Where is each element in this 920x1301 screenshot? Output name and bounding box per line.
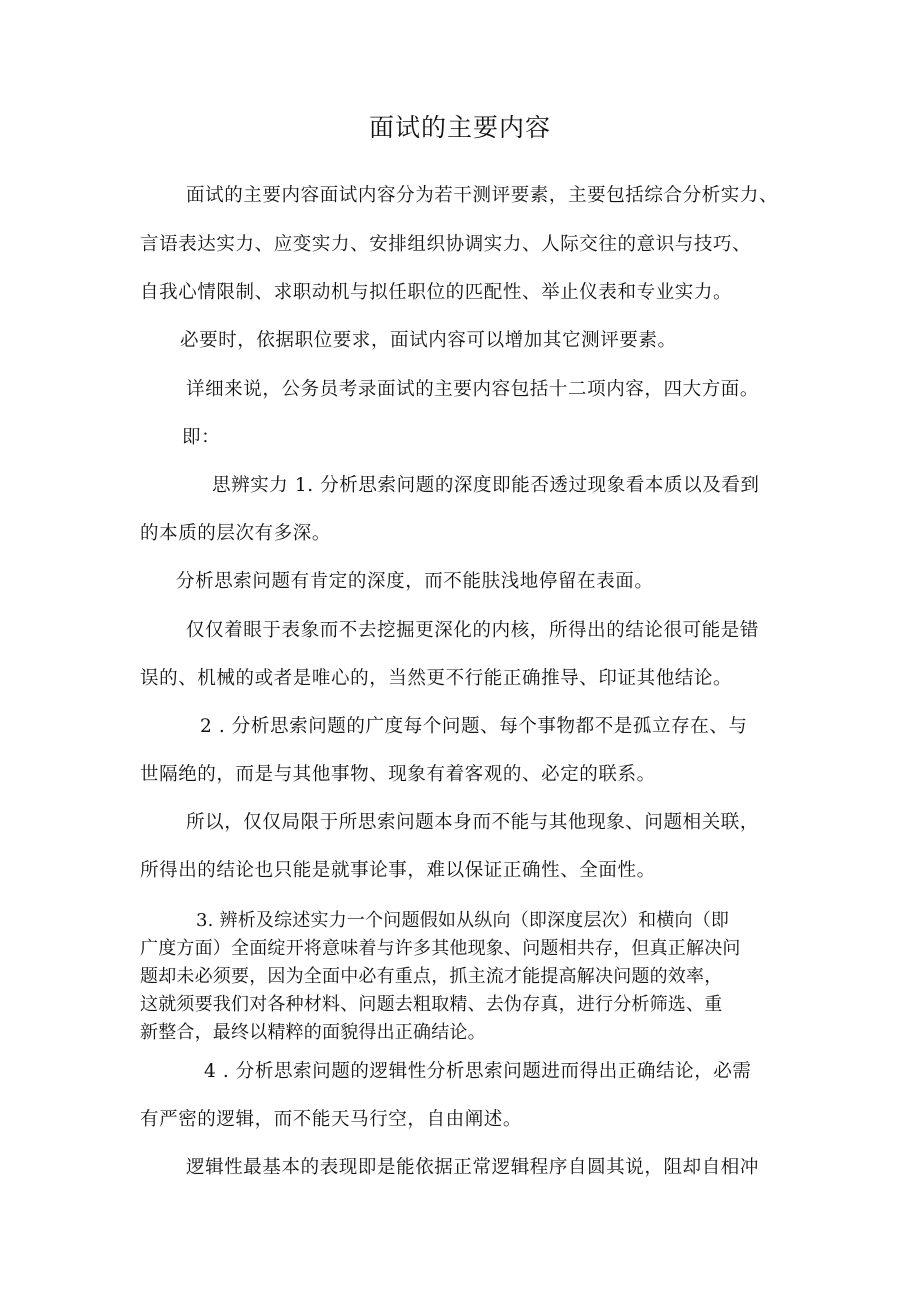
paragraph-line: 自我心情限制、求职动机与拟任职位的匹配性、举止仪表和专业实力。 bbox=[140, 282, 733, 303]
paragraph-line: 有严密的逻辑，而不能天马行空，自由阐述。 bbox=[140, 1109, 523, 1130]
paragraph-line: 广度方面）全面绽开将意味着与许多其他现象、问题相共存，但真正解决问 bbox=[140, 938, 741, 959]
paragraph-line: 面试的主要内容面试内容分为若干测评要素，主要包括综合分析实力、 bbox=[186, 185, 779, 206]
paragraph-line: 3. 辨析及综述实力一个问题假如从纵向（即深度层次）和横向（即 bbox=[196, 910, 730, 931]
paragraph-line: 这就须要我们对各种材料、问题去粗取精、去伪存真，进行分析筛选、重 bbox=[140, 994, 723, 1015]
paragraph-line: 2 . 分析思索问题的广度每个问题、每个事物都不是孤立存在、与 bbox=[200, 716, 748, 737]
paragraph-line: 新整合，最终以精粹的面貌得出正确结论。 bbox=[140, 1022, 486, 1043]
paragraph-line: 言语表达实力、应变实力、安排组织协调实力、人际交往的意识与技巧、 bbox=[140, 234, 752, 255]
paragraph-line: 即： bbox=[182, 427, 221, 448]
paragraph-line: 误的、机械的或者是唯心的，当然更不行能正确推导、印证其他结论。 bbox=[140, 668, 733, 689]
paragraph-line: 世隔绝的，而是与其他事物、现象有着客观的、必定的联系。 bbox=[140, 764, 656, 785]
paragraph-line: 所以，仅仅局限于所思索问题本身而不能与其他现象、问题相关联， bbox=[186, 812, 760, 833]
paragraph-line: 详细来说，公务员考录面试的主要内容包括十二项内容，四大方面。 bbox=[186, 379, 760, 400]
paragraph-line: 所得出的结论也只能是就事论事，难以保证正确性、全面性。 bbox=[140, 860, 656, 881]
paragraph-line: 题却未必须要，因为全面中必有重点，抓主流才能提高解决问题的效率， bbox=[140, 966, 723, 987]
paragraph-line: 4 . 分析思索问题的逻辑性分析思索问题进而得出正确结论，必需 bbox=[204, 1061, 752, 1082]
paragraph-line: 逻辑性最基本的表现即是能依据正常逻辑程序自圆其说，阻却自相冲 bbox=[186, 1157, 760, 1178]
paragraph-line: 仅仅着眼于表象而不去挖掘更深化的内核，所得出的结论很可能是错 bbox=[186, 620, 760, 641]
paragraph-line: 必要时，依据职位要求，面试内容可以增加其它测评要素。 bbox=[180, 330, 677, 351]
paragraph-line: 的本质的层次有多深。 bbox=[140, 523, 332, 544]
page-title: 面试的主要内容 bbox=[368, 113, 551, 142]
paragraph-line: 分析思索问题有肯定的深度，而不能肤浅地停留在表面。 bbox=[176, 571, 654, 592]
paragraph-line: 思辨实力 1. 分析思索问题的深度即能否透过现象看本质以及看到 bbox=[212, 475, 760, 496]
